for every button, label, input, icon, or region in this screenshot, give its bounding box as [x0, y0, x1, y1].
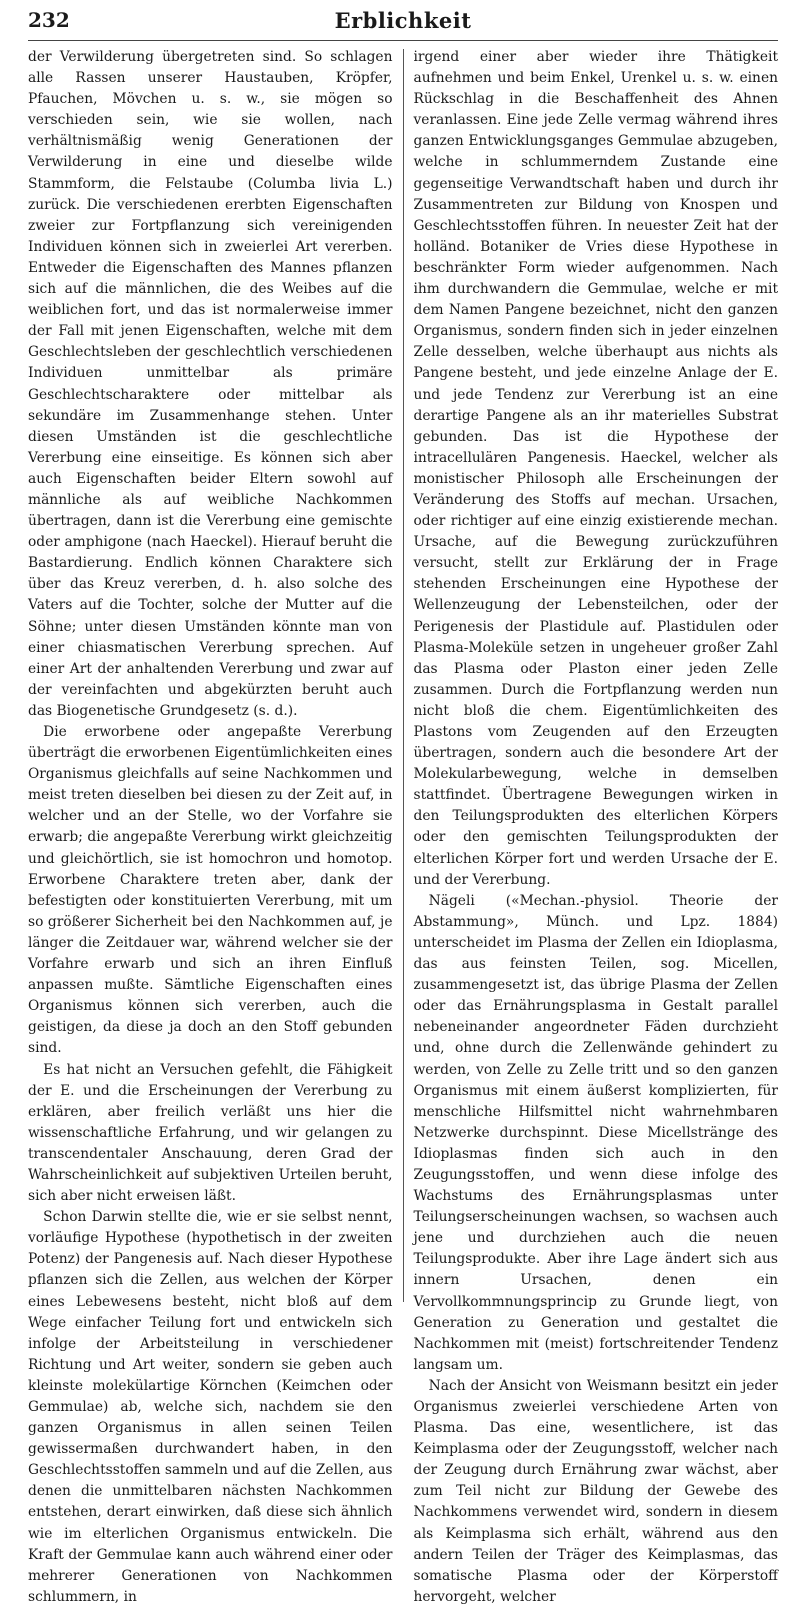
- right-column: [413, 47, 779, 1605]
- paragraph: irgend einer aber wieder ihre Thätigkeit aufnehmen und beim Enkel, Urenkel u. s. w. einen Rückschlag in die Beschaffenheit des Ahnen veranlassen. Eine jede Zelle vermag während ihres ganzen Entwicklungsganges Gemmulae abzugeben, welche in schlummerndem Zustande eine gegenseitige Verwandtschaft haben und durch ihr Zusammentreten zur Bildung von Knospen und Geschlechtsstoffen führen. In neuester Zeit hat der holländ. Botaniker de Vries diese Hypothese in beschränkter Form wieder aufgenommen. Nach ihm durchwandern die Gemmulae, welche er mit dem Namen Pangene bezeichnet, nicht den ganzen Organismus, sondern finden sich in jeder einzelnen Zelle desselben, welche überhaupt aus nichts als Pangene besteht, und jede einzelne Anlage der E. und jede Tendenz zur Vererbung ist an eine derartige Pangene als an ihr materielles Substrat gebunden. Das ist die Hypothese der intracellulären Pangenesis. Haeckel, welcher als monistischer Philosoph alle Erscheinungen der Veränderung des Stoffs auf mechan. Ursachen, oder richtiger auf eine einzig existierende mechan. Ursache, auf die Bewegung zurückzuführen versucht, stellt zur Erklärung der in Frage stehenden Erscheinungen eine Hypothese der Wellenzeugung der Lebensteilchen, oder der Perigenesis der Plastidule auf. Plastidulen oder Plasma-Moleküle setzen in ungeheuer großer Zahl das Plasma oder Plaston einer jeden Zelle zusammen. Durch die Fortpflanzung werden nun nicht bloß die chem. Eigentümlichkeiten des Plastons vom Zeugenden auf den Erzeugten übertragen, sondern auch die besondere Art der Molekularbewegung, welche in demselben stattfindet. Übertragene Bewegungen wirken in den Teilungsprodukten des elterlichen Körpers oder den gemischten Teilungsprodukten der elterlichen Körper fort und werden Ursache der E. und der Vererbung.: [413, 49, 778, 888]
- paragraph: Die erworbene oder angepaßte Vererbung überträgt die erworbenen Eigentümlichkeiten eines Organismus gleichfalls auf seine Nachkommen und meist treten dieselben bei diesen zu der Zeit auf, in welcher und an der Stelle, wo der Vorfahre sie erwarb; die angepaßte Vererbung wirkt gleichzeitig und gleichörtlich, sie ist homochron und homotop. Erworbene Charaktere treten aber, dank der befestigten oder konstituierten Vererbung, mit um so größerer Sicherheit bei den Nachkommen auf, je länger die Zeitdauer war, während welcher sie der Vorfahre erwarb und sich an ihren Einfluß anpassen mußte. Sämtliche Eigenschaften eines Organismus können sich vererben, auch die geistigen, da diese ja doch an den Stoff gebunden sind.: [28, 724, 393, 1057]
- paragraph: Nägeli («Mechan.-physiol. Theorie der Abstammung», Münch. und Lpz. 1884) unterscheidet im Plasma der Zellen ein Idioplasma, das aus feinsten Teilen, sog. Micellen, zusammengesetzt ist, das übrige Plasma der Zellen oder das Ernährungsplasma in Gestalt parallel nebeneinander angeordneter Fäden durchzieht und, ohne durch die Zellenwände gehindert zu werden, von Zelle zu Zelle tritt und so den ganzen Organismus mit einem äußerst komplizierten, für menschliche Hilfsmittel nicht wahrnehmbaren Netzwerke durchspinnt. Diese Micellstränge des Idioplasmas finden sich auch in den Zeugungsstoffen, und wenn diese infolge des Wachstums des Ernährungsplasmas unter Teilungserscheinungen wachsen, so wachsen auch jene und durchziehen auch die neuen Teilungsprodukte. Aber ihre Lage ändert sich aus innern Ursachen, denen ein Vervollkommnungsprincip zu Grunde liegt, von Generation zu Generation und gestaltet die Nachkommen mit (meist) fortschreitender Tendenz langsam um.: [413, 892, 778, 1373]
- column-divider: [403, 49, 404, 1302]
- page-header: [28, 6, 778, 41]
- running-head: Erblichkeit: [334, 8, 472, 33]
- page-number: 232: [28, 8, 70, 32]
- paragraph: Schon Darwin stellte die, wie er sie selbst nennt, vorläufige Hypothese (hypothetisch in der zweiten Potenz) der Pangenesis auf. Nach dieser Hypothese pflanzen sich die Zellen, aus welchen der Körper eines Lebewesens besteht, nicht bloß auf dem Wege einfacher Teilung fort und entwickeln sich infolge der Arbeitsteilung in verschiedener Richtung und Art weiter, sondern sie geben auch kleinste molekülartige Körnchen (Keimchen oder Gemmulae) ab, welche sich, nachdem sie den ganzen Organismus in allen seinen Teilen gewissermaßen durchwandert haben, in den Geschlechtsstoffen sammeln und auf die Zellen, aus denen die unmittelbaren nächsten Nachkommen entstehen, derart einwirken, daß diese sich ähnlich wie im elterlichen Organismus entwickeln. Die Kraft der Gemmulae kann auch während einer oder mehrerer Generationen von Nachkommen schlummern, in: [28, 1209, 393, 1605]
- text-columns: [28, 47, 778, 1605]
- paragraph: der Verwilderung übergetreten sind. So schlagen alle Rassen unserer Haustauben, Kröpfer, Pfauchen, Mövchen u. s. w., sie mögen so verschieden sein, wie sie wollen, nach verhältnismäßig wenig Generationen der Verwilderung in eine und dieselbe wilde Stammform, die Felstaube (Columba livia L.) zurück. Die verschiedenen ererbten Eigenschaften zweier zur Fortpflanzung sich vereinigenden Individuen können sich in zweierlei Art vererben. Entweder die Eigenschaften des Mannes pflanzen sich auf die männlichen, die des Weibes auf die weiblichen fort, und das ist normalerweise immer der Fall mit jenen Eigenschaften, welche mit dem Geschlechtsleben der geschlechtlich verschiedenen Individuen unmittelbar als primäre Geschlechtscharaktere oder mittelbar als sekundäre im Zusammenhange stehen. Unter diesen Umständen ist die geschlechtliche Vererbung eine einseitige. Es können sich aber auch Eigenschaften beider Eltern sowohl auf männliche als auf weibliche Nachkommen übertragen, dann ist die Vererbung eine gemischte oder amphigone (nach Haeckel). Hierauf beruht die Bastardierung. Endlich können Charaktere sich über das Kreuz vererben, d. h. also solche des Vaters auf die Tochter, solche der Mutter auf die Söhne; unter diesen Umständen könnte man von einer chiasmatischen Vererbung sprechen. Auf einer Art der anhaltenden Vererbung und zwar auf der vereinfachten und abgekürzten beruht auch das Biogenetische Grundgesetz (s. d.).: [28, 49, 393, 719]
- paragraph: Nach der Ansicht von Weismann besitzt ein jeder Organismus zweierlei verschiedene Arten von Plasma. Das eine, wesentlichere, ist das Keimplasma oder der Zeugungsstoff, welcher nach der Zeugung durch Ernährung zwar wächst, aber zum Teil nicht zur Bildung der Gewebe des Nachkommens verwendet wird, sondern in diesem als Keimplasma sich erhält, während aus den andern Teilen der Träger des Keimplasmas, das somatische Plasma oder der Körperstoff hervorgeht, welcher: [413, 1377, 778, 1605]
- paragraph: Es hat nicht an Versuchen gefehlt, die Fähigkeit der E. und die Erscheinungen der Vererbung zu erklären, aber freilich verläßt uns hier die wissenschaftliche Erfahrung, und wir gelangen zu transcendentaler Anschauung, deren Grad der Wahrscheinlichkeit auf subjektiven Urteilen beruht, sich aber nicht erweisen läßt.: [28, 1061, 393, 1205]
- left-column: [28, 47, 393, 1605]
